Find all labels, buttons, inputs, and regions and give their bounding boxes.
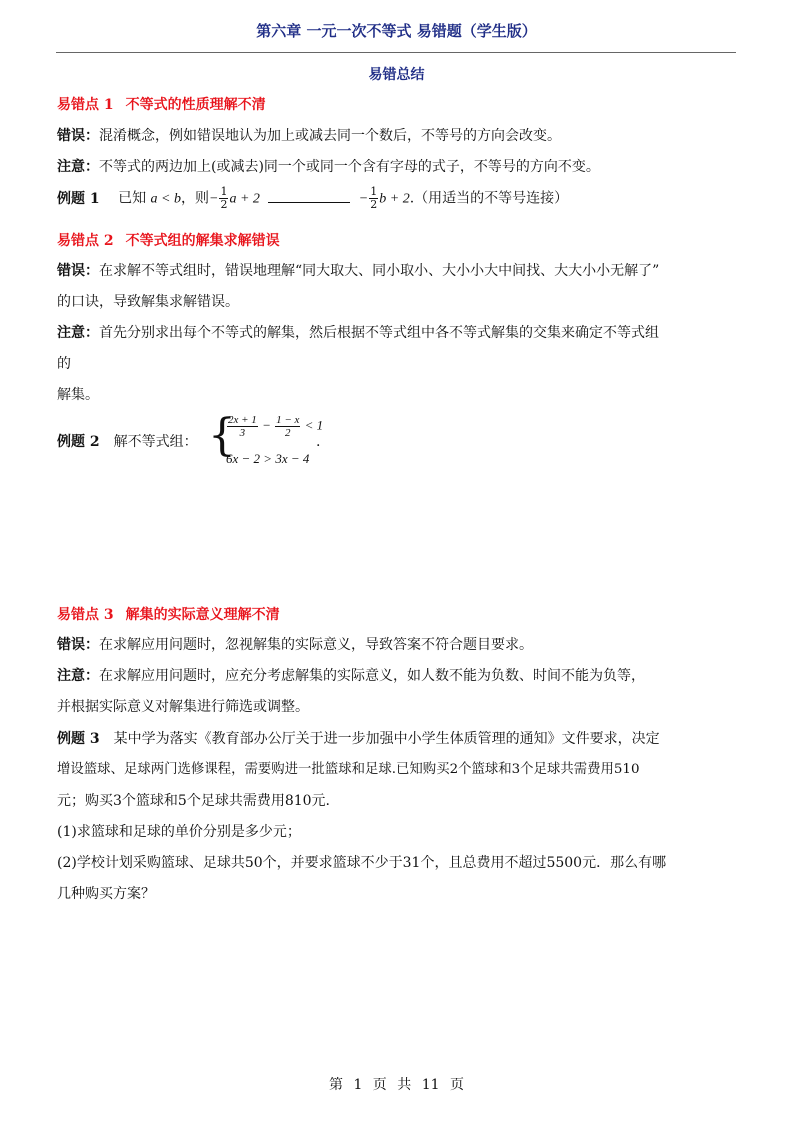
question-2-line-1: (2)学校计划采购篮球、足球共50个，并要求篮球不少于31个，且总费用不超过5500元．那么有哪 (57, 855, 667, 871)
example-1-label: 例题 1 (57, 190, 100, 207)
section-title: 易错总结 (368, 67, 425, 83)
example-1-text: 已知 (118, 190, 147, 207)
error-point-3-number: 易错点 3 (57, 607, 114, 623)
error-point-3-heading (57, 604, 280, 624)
error-point-1-note (57, 155, 600, 179)
fraction-denominator: 2 (285, 427, 291, 439)
example-1-then: ，则 (180, 190, 209, 207)
example-2-label: 例题 2 (57, 434, 100, 450)
error-point-3-title: 解集的实际意义理解不清 (125, 607, 280, 623)
header-divider (56, 52, 736, 53)
answer-blank (268, 190, 350, 203)
error-point-3-note (57, 664, 645, 688)
error-point-1-title: 不等式的性质理解不清 (125, 97, 266, 113)
example-2-text: 解不等式组： (113, 434, 198, 450)
system-row-2: 6x − 2 > 3x − 4 (226, 451, 310, 466)
error-point-2-heading (57, 230, 280, 250)
error-text-line-2: 的口诀，导致解集求解错误。 (57, 294, 239, 310)
example-1-right-fraction (369, 186, 378, 211)
example-2-period: . (316, 434, 321, 450)
example-3-line-1: 某中学为落实《教育部办公厅关于进一步加强中小学生体质管理的通知》文件要求，决定 (113, 731, 660, 747)
example-2-label-row (57, 430, 198, 454)
fraction-numerator: 2x + 1 (228, 414, 257, 426)
question-2-line-2: 几种购买方案？ (57, 886, 155, 902)
system-minus: − (262, 417, 271, 433)
error-point-1-number: 易错点 1 (57, 97, 114, 113)
note-text-line-3: 解集。 (57, 387, 99, 403)
error-point-1-error (57, 124, 561, 148)
example-1-condition: a < b (150, 191, 181, 207)
example-3-label: 例题 3 (57, 731, 100, 747)
system-fraction-1 (227, 414, 258, 439)
note-text-line-1: 首先分别求出每个不等式的解集，然后根据不等式组中各不等式解集的交集来确定不等式组 (99, 325, 659, 341)
error-label: 错误： (57, 263, 99, 279)
example-1-right-expression: b + 2 (379, 191, 410, 207)
error-point-2-note (57, 321, 659, 345)
fraction-denominator: 2 (370, 198, 378, 211)
error-point-3-error (57, 633, 533, 657)
example-1-left-sign: − (208, 191, 219, 207)
question-1: (1)求篮球和足球的单价分别是多少元； (57, 824, 301, 840)
example-1-left-fraction (219, 186, 228, 211)
page-footer: 第 1 页 共 11 页 (329, 1077, 464, 1093)
error-text-line-1: 在求解不等式组时，错误地理解“同大取大、同小取小、大小小大中间找、大大小小无解了” (99, 263, 660, 279)
error-text: 在求解应用问题时，忽视解集的实际意义，导致答案不符合题目要求。 (99, 637, 533, 653)
example-3-line-2: 增设篮球、足球两门选修课程，需要购进一批篮球和足球.已知购买2个篮球和3个足球共需费用510 (57, 762, 640, 777)
fraction-numerator: 1 (370, 185, 378, 198)
system-relation: < 1 (304, 417, 324, 433)
note-label: 注意： (57, 159, 99, 175)
error-point-2-number: 易错点 2 (57, 233, 114, 249)
note-label: 注意： (57, 325, 99, 341)
system-row-1 (226, 414, 323, 439)
note-text-line-1: 在求解应用问题时，应充分考虑解集的实际意义，如人数不能为负数、时间不能为负等， (99, 668, 645, 684)
fraction-numerator: 1 (220, 185, 228, 198)
note-label: 注意： (57, 668, 99, 684)
fraction-denominator: 3 (239, 427, 246, 439)
note-text-line-2: 并根据实际意义对解集进行筛选或调整。 (57, 699, 309, 715)
document-header-title: 第六章 一元一次不等式 易错题（学生版） (256, 22, 537, 40)
error-label: 错误： (57, 128, 99, 144)
system-brace: { (208, 410, 236, 461)
example-3 (57, 727, 660, 751)
error-point-2-error (57, 259, 659, 283)
fraction-denominator: 2 (220, 198, 228, 211)
error-label: 错误： (57, 637, 99, 653)
example-1 (57, 186, 568, 212)
example-1-right-sign: − (358, 191, 369, 207)
fraction-numerator: 1 − x (276, 414, 300, 426)
error-point-1-heading (57, 94, 266, 114)
example-1-left-expression: a + 2 (229, 191, 260, 207)
example-3-line-3: 元；购买3个篮球和5个足球共需费用810元. (57, 793, 330, 809)
note-text-line-2: 的 (57, 356, 71, 372)
example-1-instruction: .（用适当的不等号连接） (409, 190, 569, 207)
error-text: 混淆概念，例如错误地认为加上或减去同一个数后，不等号的方向会改变。 (99, 128, 561, 144)
note-text: 不等式的两边加上(或减去)同一个或同一个含有字母的式子，不等号的方向不变。 (99, 159, 600, 175)
system-fraction-2 (275, 414, 300, 439)
error-point-2-title: 不等式组的解集求解错误 (125, 233, 280, 249)
